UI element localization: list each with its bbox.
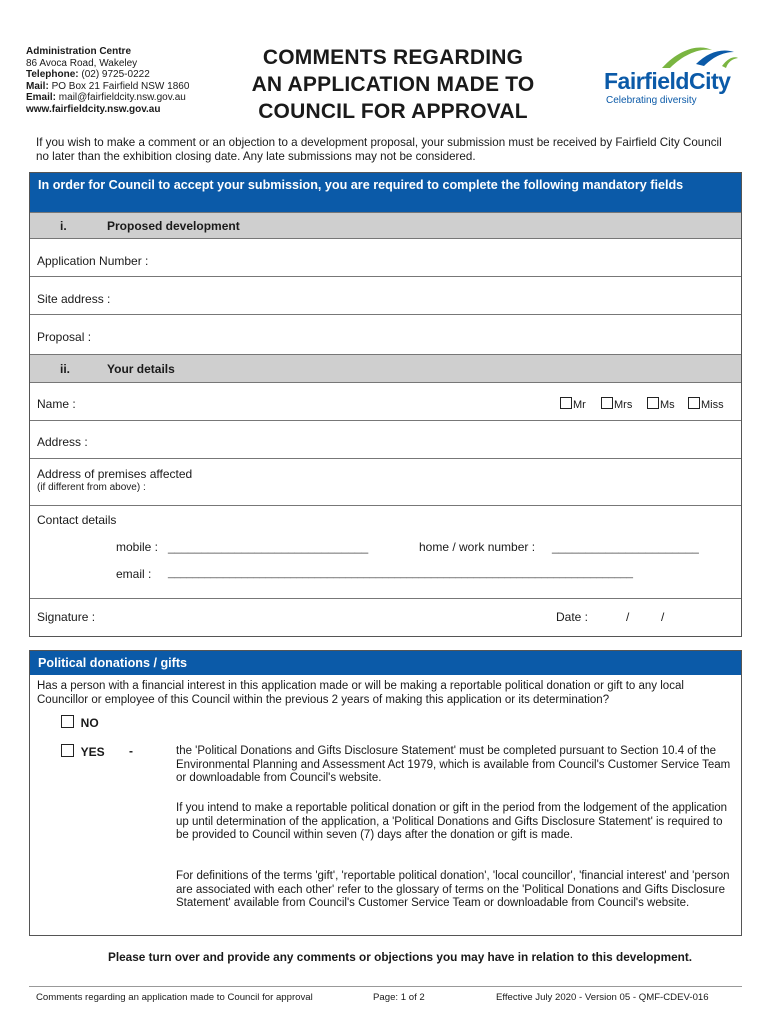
section-number: i.	[60, 219, 67, 233]
title-label: Mr	[573, 399, 586, 411]
date-separator: /	[626, 610, 630, 624]
section-your-details	[30, 354, 741, 383]
footer-divider	[29, 986, 742, 987]
fairfield-logo	[600, 42, 740, 112]
field-label: Proposal :	[37, 330, 92, 344]
address-field[interactable]	[30, 421, 741, 459]
field-label: Application Number :	[37, 254, 149, 268]
title-mrs[interactable]	[601, 397, 632, 411]
mandatory-heading: In order for Council to accept your submission, you are required to complete the following mandatory fields	[30, 173, 741, 212]
section-proposed-development	[30, 212, 741, 239]
intro-text: If you wish to make a comment or an objection to a development proposal, your submission must be received by Fairfield City Council no later than the exhibition closing date. Any late submissions may not be considered.	[36, 136, 722, 163]
title-line-2: AN APPLICATION MADE TO	[251, 73, 535, 96]
street-address: 86 Avoca Road, Wakeley	[26, 57, 138, 69]
logo-name: FairfieldCity	[604, 68, 731, 94]
signature-field[interactable]: Signature :	[37, 610, 96, 624]
title-ms[interactable]	[647, 397, 675, 411]
field-label: Name :	[37, 397, 76, 411]
contact-details	[30, 506, 741, 599]
title-label: Miss	[701, 399, 724, 411]
political-donations-box	[29, 650, 742, 936]
section-number: ii.	[60, 362, 71, 376]
name-field[interactable]	[30, 383, 741, 421]
checkbox-icon[interactable]	[647, 397, 659, 409]
page-title	[228, 44, 558, 125]
political-question: Has a person with a financial interest in this application made or will be making a reportable political donation or gift to any local Councillor or employee of this Council within the previous 2 years of making this application or its determination?	[37, 680, 684, 706]
political-heading: Political donations / gifts	[30, 651, 741, 675]
title-line-1: COMMENTS REGARDING	[262, 46, 524, 69]
title-mr[interactable]	[560, 397, 586, 411]
checkbox-icon[interactable]	[61, 744, 74, 757]
application-number-field[interactable]	[30, 239, 741, 277]
email-value: mail@fairfieldcity.nsw.gov.au	[58, 92, 186, 104]
checkbox-icon[interactable]	[601, 397, 613, 409]
home-work-label: home / work number :	[419, 540, 536, 554]
footer-page: Page: 1 of 2	[373, 992, 425, 1003]
mail-value: PO Box 21 Fairfield NSW 1860	[51, 80, 190, 92]
option-label: YES	[80, 745, 105, 759]
mobile-field[interactable]: ______________________________	[168, 540, 369, 554]
telephone-label: Telephone:	[26, 69, 79, 81]
mandatory-fields-box	[29, 172, 742, 637]
website: www.fairfieldcity.nsw.gov.au	[26, 103, 161, 115]
section-label: Proposed development	[107, 219, 240, 233]
dash: -	[129, 744, 133, 758]
title-label: Mrs	[614, 399, 633, 411]
turn-over-note: Please turn over and provide any comments or objections you may have in relation to this development.	[107, 950, 693, 964]
checkbox-icon[interactable]	[560, 397, 572, 409]
checkbox-icon[interactable]	[61, 715, 74, 728]
contact-heading: Contact details	[37, 513, 117, 527]
telephone-value: (02) 9725-0222	[81, 69, 150, 81]
yes-paragraph-2: If you intend to make a reportable political donation or gift in the period from the lodgement of the application up until determination of the application, a 'Political Donations and Gifts Disclosure Statement' is required to be provided to Council within seven (7) days after the donation or gift is made.	[176, 802, 728, 842]
title-line-3: COUNCIL FOR APPROVAL	[258, 100, 528, 123]
date-separator: /	[661, 610, 665, 624]
footer-right: Effective July 2020 - Version 05 - QMF-CDEV-016	[496, 992, 709, 1003]
premises-address-field[interactable]	[30, 459, 741, 506]
field-label: Address :	[37, 435, 88, 449]
yes-paragraph-3: For definitions of the terms 'gift', 'reportable political donation', 'local councillor', 'financial interest' and 'person are associated with each other' refer to the glossary of terms on the 'Political Donations and Gifts Disclosure Statement' available from Council's Customer Service Team or downloadable from Council's website.	[176, 870, 730, 910]
date-field[interactable]: Date :	[556, 610, 589, 624]
contact-block	[26, 46, 189, 116]
option-label: NO	[80, 716, 99, 730]
option-no[interactable]	[61, 715, 99, 730]
mail-label: Mail:	[26, 80, 49, 92]
email-label: Email:	[26, 92, 57, 104]
title-label: Ms	[660, 399, 675, 411]
admin-centre: Administration Centre	[26, 46, 132, 57]
site-address-field[interactable]	[30, 277, 741, 315]
email-field[interactable]: ____________________________________________________________________________	[168, 567, 633, 579]
field-label: Address of premises affected	[37, 467, 193, 481]
signature-row	[30, 599, 741, 636]
title-miss[interactable]	[688, 397, 724, 411]
mobile-label: mobile :	[116, 540, 159, 554]
field-note: (if different from above) :	[37, 482, 146, 493]
footer-left: Comments regarding an application made to Council for approval	[36, 992, 313, 1003]
logo-tagline: Celebrating diversity	[606, 95, 697, 106]
home-work-field[interactable]: ______________________	[552, 540, 699, 554]
proposal-field[interactable]	[30, 315, 741, 354]
checkbox-icon[interactable]	[688, 397, 700, 409]
yes-paragraph-1: the 'Political Donations and Gifts Disclosure Statement' must be completed pursuant to Section 10.4 of the Environmental Planning and Assessment Act 1979, which is available from Council's Customer Service Team or downloadable from Council's website.	[176, 745, 731, 785]
field-label: Site address :	[37, 292, 111, 306]
email-label: email :	[116, 567, 152, 581]
section-label: Your details	[107, 362, 175, 376]
option-yes[interactable]	[61, 744, 105, 759]
